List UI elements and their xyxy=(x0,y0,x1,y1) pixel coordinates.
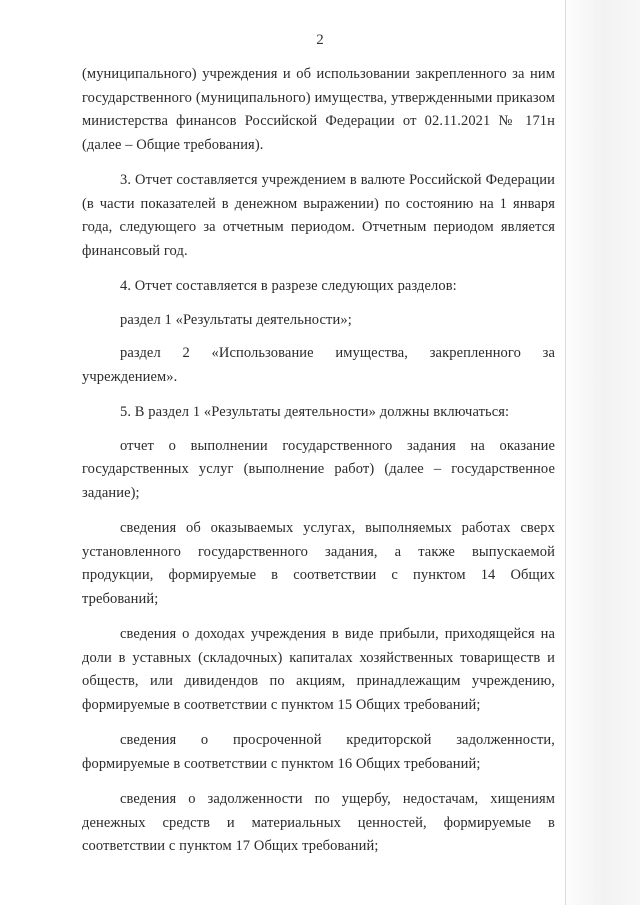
paragraph-continuation: (муниципального) учреждения и об использовании закрепленного за ним государственного (муниципального) имущества, утвержденными приказом министерства финансов Российской Федерации от 02.11.2021 № 171н (далее – Общие требования). xyxy=(82,66,555,153)
list-item-services: сведения об оказываемых услугах, выполняемых работах сверх установленного государственного задания, а также выпускаемой продукции, формируемые в соответствии с пунктом 14 Общих требований; xyxy=(82,520,555,607)
paragraph-5: 5. В раздел 1 «Результаты деятельности» должны включаться: xyxy=(120,404,510,420)
list-item-task-report: отчет о выполнении государственного задания на оказание государственных услуг (выполнение работ) (далее – государственное задание); xyxy=(82,437,555,501)
document-body xyxy=(82,63,555,871)
page-edge-line xyxy=(565,0,566,905)
paragraph-4: 4. Отчет составляется в разрезе следующих разделов: xyxy=(120,278,457,294)
page-edge-shadow xyxy=(558,0,640,905)
list-item-damage-debt: сведения о задолженности по ущербу, недостачам, хищениям денежных средств и материальных ценностей, формируемые в соответствии с пунктом 17 Общих требований; xyxy=(82,791,555,854)
page-number: 2 xyxy=(316,32,324,48)
paragraph-3: 3. Отчет составляется учреждением в валюте Российской Федерации (в части показателей в денежном выражении) по состоянию на 1 января года, следующего за отчетным периодом. Отчетным периодом является финансовый год. xyxy=(82,172,555,259)
section-1-item: раздел 1 «Результаты деятельности»; xyxy=(120,311,352,328)
section-2-item: раздел 2 «Использование имущества, закрепленного за учреждением». xyxy=(82,345,555,385)
list-item-income: сведения о доходах учреждения в виде прибыли, приходящейся на доли в уставных (складочных) капиталах хозяйственных товариществ и обществ, или дивидендов по акциям, принадлежащим учреждению, формируемые в соответствии с пунктом 15 Общих требований; xyxy=(82,626,555,713)
list-item-overdue-debt: сведения о просроченной кредиторской задолженности, формируемые в соответствии с пунктом 16 Общих требований; xyxy=(82,732,555,772)
